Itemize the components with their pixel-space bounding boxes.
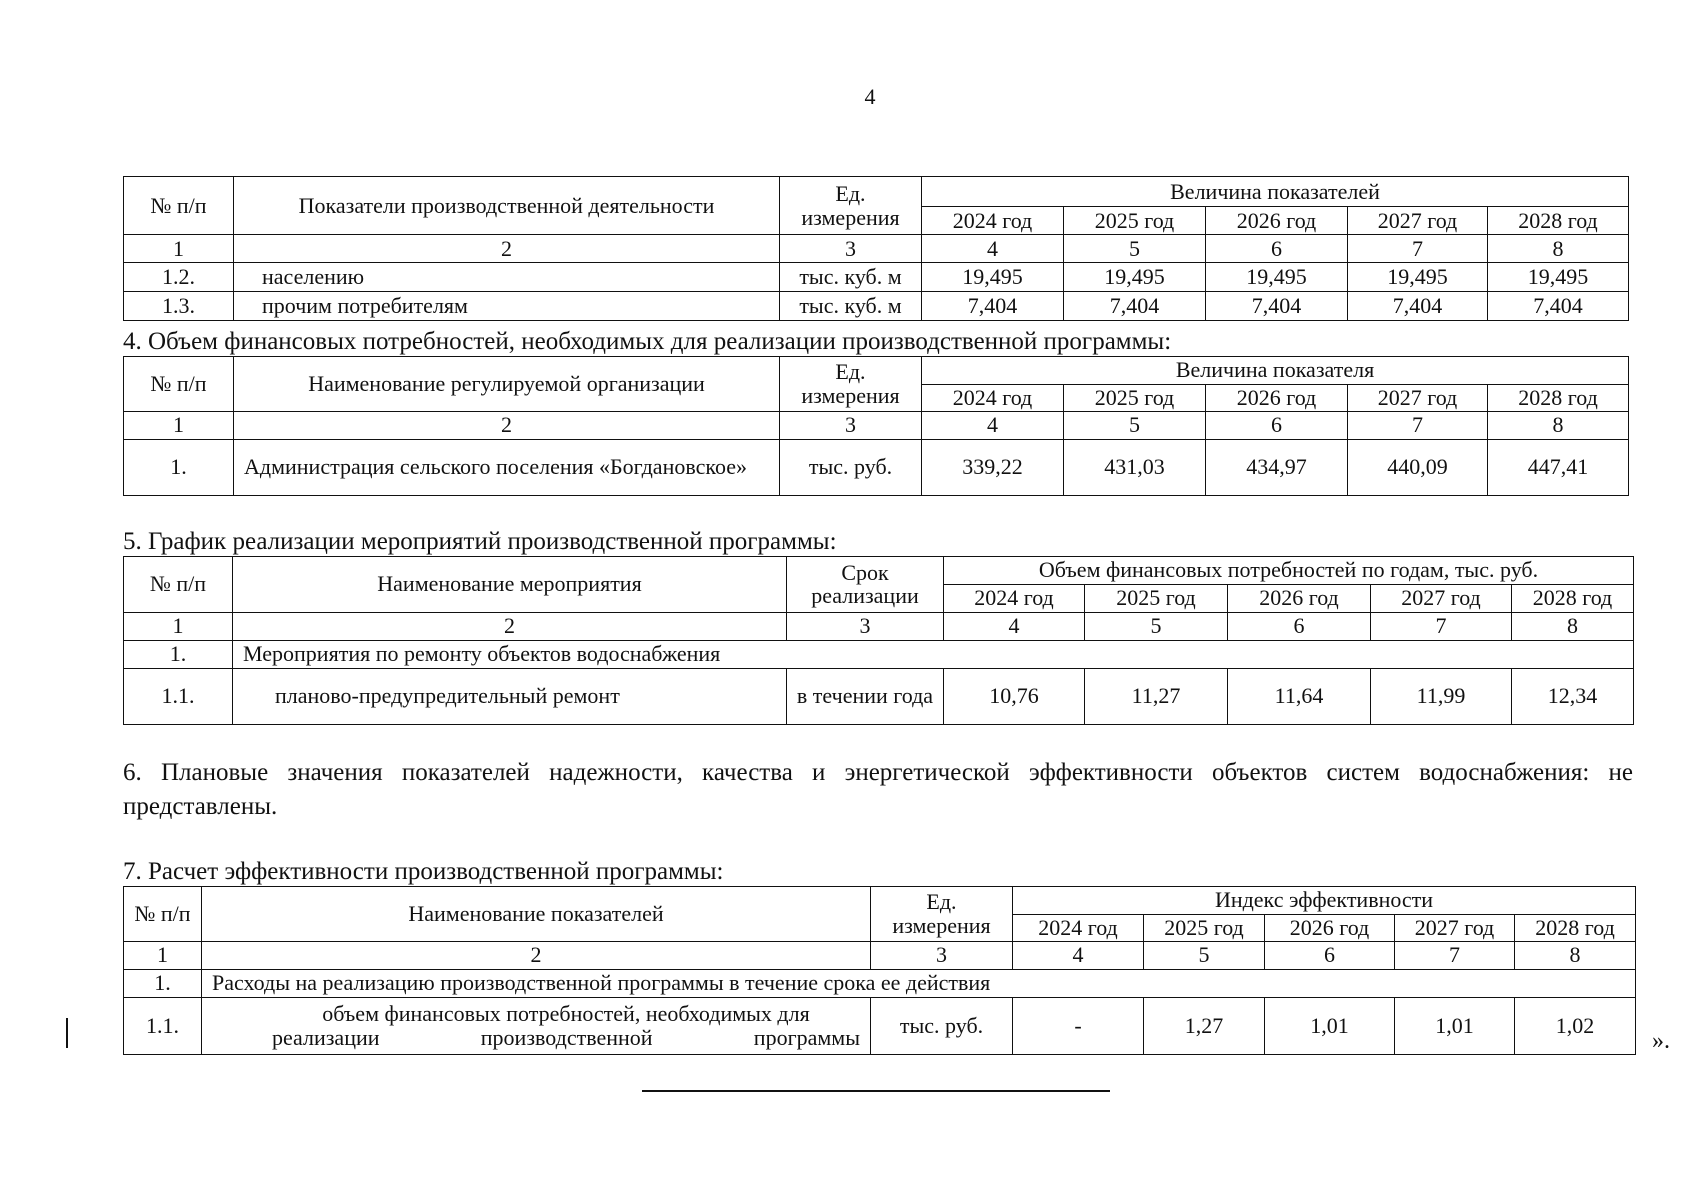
column-numbers-row — [124, 411, 1629, 439]
col-number: 5 — [1064, 411, 1206, 439]
col-name-header: Наименование показателей — [202, 886, 871, 941]
year-header: 2026 год — [1265, 914, 1395, 941]
row-value: 19,495 — [922, 263, 1064, 292]
table-row — [124, 263, 1629, 292]
col-unit-header: Ед. измерения — [871, 886, 1013, 941]
row-value: 7,404 — [922, 292, 1064, 321]
row-value: 11,64 — [1228, 668, 1371, 724]
row-name: Администрация сельского поселения «Богдановское» — [234, 439, 780, 495]
table-row — [124, 668, 1634, 724]
row-value: 11,27 — [1085, 668, 1228, 724]
year-header: 2028 год — [1515, 914, 1636, 941]
production-indicators-section — [123, 176, 1629, 321]
year-header: 2024 год — [922, 384, 1064, 411]
year-header: 2028 год — [1512, 584, 1634, 612]
row-value: 1,01 — [1265, 997, 1395, 1054]
col-number: 7 — [1348, 235, 1488, 263]
col-number: 4 — [922, 411, 1064, 439]
row-value: 339,22 — [922, 439, 1064, 495]
row-value: 11,99 — [1371, 668, 1512, 724]
col-group-header: Величина показателей — [922, 177, 1629, 207]
signature-rule — [642, 1090, 1110, 1092]
col-number: 5 — [1064, 235, 1206, 263]
group-row — [124, 640, 1634, 668]
year-header: 2025 год — [1085, 584, 1228, 612]
group-num: 1. — [124, 640, 233, 668]
col-number: 6 — [1265, 941, 1395, 969]
col-number: 2 — [202, 941, 871, 969]
section-4-heading: 4. Объем финансовых потребностей, необходимых для реализации производственной программы: — [123, 328, 1172, 355]
row-value: 7,404 — [1348, 292, 1488, 321]
closing-quote: ». — [1652, 1028, 1670, 1054]
col-number: 6 — [1206, 235, 1348, 263]
table-row — [124, 292, 1629, 321]
col-number: 5 — [1085, 612, 1228, 640]
col-number: 8 — [1488, 411, 1629, 439]
row-value: 19,495 — [1348, 263, 1488, 292]
col-num-header: № п/п — [124, 177, 234, 235]
col-number: 5 — [1144, 941, 1265, 969]
year-header: 2027 год — [1371, 584, 1512, 612]
col-number: 3 — [871, 941, 1013, 969]
row-num: 1.1. — [124, 997, 202, 1054]
col-number: 3 — [780, 411, 922, 439]
year-header: 2024 год — [944, 584, 1085, 612]
schedule-table — [123, 556, 1634, 725]
group-num: 1. — [124, 969, 202, 997]
col-number: 2 — [234, 235, 780, 263]
column-numbers-row — [124, 235, 1629, 263]
row-unit: тыс. куб. м — [780, 292, 922, 321]
year-header: 2027 год — [1348, 207, 1488, 235]
row-value: 19,495 — [1064, 263, 1206, 292]
row-name: населению — [234, 263, 780, 292]
column-numbers-row — [124, 941, 1636, 969]
section-7 — [123, 858, 1636, 1055]
row-value: 10,76 — [944, 668, 1085, 724]
col-number: 1 — [124, 941, 202, 969]
margin-mark — [66, 1018, 68, 1048]
row-term: в течении года — [787, 668, 944, 724]
row-value: 440,09 — [1348, 439, 1488, 495]
year-header: 2025 год — [1064, 384, 1206, 411]
col-number: 8 — [1512, 612, 1634, 640]
row-value: 19,495 — [1488, 263, 1629, 292]
row-num: 1. — [124, 439, 234, 495]
header-row — [124, 556, 1634, 584]
year-header: 2026 год — [1206, 207, 1348, 235]
col-number: 2 — [233, 612, 787, 640]
table-row — [124, 997, 1636, 1054]
section-4 — [123, 328, 1629, 496]
col-number: 6 — [1206, 411, 1348, 439]
col-group-header: Объем финансовых потребностей по годам, тыс. руб. — [944, 556, 1634, 584]
col-name-header: Наименование регулируемой организации — [234, 356, 780, 411]
row-value: 7,404 — [1488, 292, 1629, 321]
section-5 — [123, 528, 1634, 725]
row-value: 431,03 — [1064, 439, 1206, 495]
year-header: 2025 год — [1064, 207, 1206, 235]
row-value: 1,27 — [1144, 997, 1265, 1054]
col-number: 2 — [234, 411, 780, 439]
group-row — [124, 969, 1636, 997]
col-number: 4 — [1013, 941, 1144, 969]
year-header: 2027 год — [1395, 914, 1515, 941]
col-num-header: № п/п — [124, 356, 234, 411]
row-unit: тыс. руб. — [780, 439, 922, 495]
row-value: 447,41 — [1488, 439, 1629, 495]
col-name-header: Показатели производственной деятельности — [234, 177, 780, 235]
year-header: 2024 год — [1013, 914, 1144, 941]
year-header: 2024 год — [922, 207, 1064, 235]
row-num: 1.1. — [124, 668, 233, 724]
row-value: - — [1013, 997, 1144, 1054]
row-value: 19,495 — [1206, 263, 1348, 292]
col-number: 3 — [780, 235, 922, 263]
col-number: 4 — [922, 235, 1064, 263]
col-number: 3 — [787, 612, 944, 640]
row-name: прочим потребителям — [234, 292, 780, 321]
col-number: 1 — [124, 411, 234, 439]
table-row — [124, 439, 1629, 495]
row-name: объем финансовых потребностей, необходимых для реализации производственной программы — [202, 997, 871, 1054]
row-value: 1,01 — [1395, 997, 1515, 1054]
header-row — [124, 177, 1629, 207]
col-group-header: Величина показателя — [922, 356, 1629, 384]
row-value: 1,02 — [1515, 997, 1636, 1054]
row-num: 1.3. — [124, 292, 234, 321]
page-number: 4 — [864, 84, 876, 109]
row-num: 1.2. — [124, 263, 234, 292]
col-unit-header: Ед. измерения — [780, 177, 922, 235]
year-header: 2028 год — [1488, 207, 1629, 235]
col-number: 7 — [1371, 612, 1512, 640]
header-row — [124, 356, 1629, 384]
year-header: 2028 год — [1488, 384, 1629, 411]
section-6-text: 6. Плановые значения показателей надежности, качества и энергетической эффективности объектов систем водоснабжения: не представлены. — [123, 759, 1633, 820]
row-value: 7,404 — [1064, 292, 1206, 321]
col-unit-header: Ед. измерения — [780, 356, 922, 411]
col-num-header: № п/п — [124, 556, 233, 612]
production-indicators-table — [123, 176, 1629, 321]
row-value: 7,404 — [1206, 292, 1348, 321]
col-number: 1 — [124, 235, 234, 263]
section-7-heading: 7. Расчет эффективности производственной программы: — [123, 858, 724, 885]
col-name-header: Наименование мероприятия — [233, 556, 787, 612]
year-header: 2026 год — [1206, 384, 1348, 411]
efficiency-table — [123, 886, 1636, 1055]
row-name: планово-предупредительный ремонт — [233, 668, 787, 724]
group-name: Расходы на реализацию производственной программы в течение срока ее действия — [202, 969, 1636, 997]
column-numbers-row — [124, 612, 1634, 640]
row-unit: тыс. руб. — [871, 997, 1013, 1054]
header-row — [124, 886, 1636, 914]
group-name: Мероприятия по ремонту объектов водоснабжения — [233, 640, 1634, 668]
row-value: 434,97 — [1206, 439, 1348, 495]
year-header: 2026 год — [1228, 584, 1371, 612]
col-number: 8 — [1488, 235, 1629, 263]
section-5-heading: 5. График реализации мероприятий производственной программы: — [123, 528, 837, 555]
col-group-header: Индекс эффективности — [1013, 886, 1636, 914]
col-number: 4 — [944, 612, 1085, 640]
col-number: 8 — [1515, 941, 1636, 969]
row-value: 12,34 — [1512, 668, 1634, 724]
col-number: 1 — [124, 612, 233, 640]
col-number: 7 — [1395, 941, 1515, 969]
row-unit: тыс. куб. м — [780, 263, 922, 292]
col-term-header: Срок реализации — [787, 556, 944, 612]
year-header: 2025 год — [1144, 914, 1265, 941]
financial-needs-table — [123, 356, 1629, 496]
col-number: 6 — [1228, 612, 1371, 640]
year-header: 2027 год — [1348, 384, 1488, 411]
col-number: 7 — [1348, 411, 1488, 439]
col-num-header: № п/п — [124, 886, 202, 941]
